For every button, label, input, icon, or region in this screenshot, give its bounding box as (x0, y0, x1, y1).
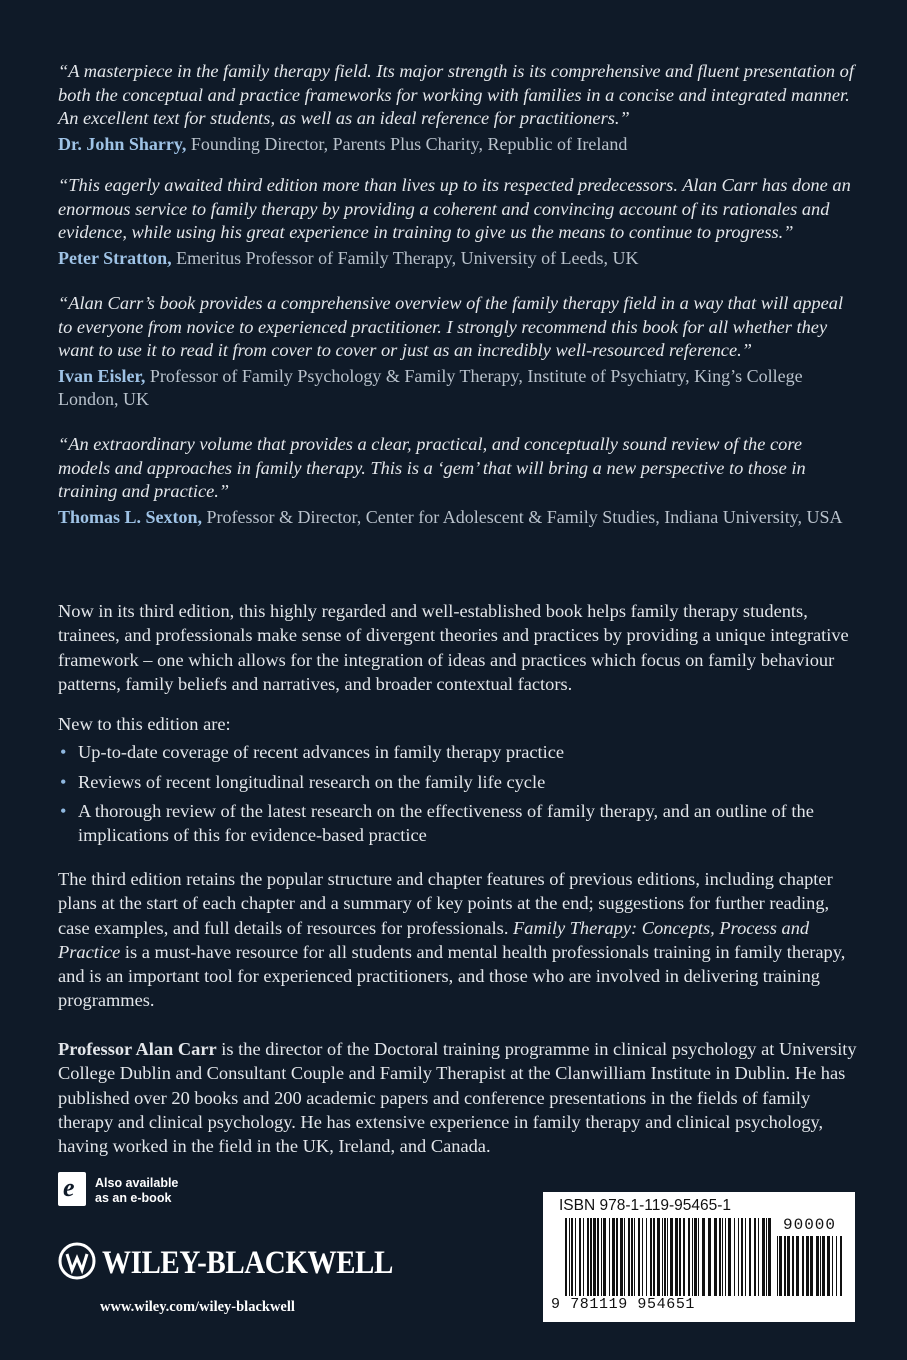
ebook-icon: e (58, 1172, 86, 1206)
barcode-bar (734, 1218, 735, 1296)
barcode-bar (796, 1236, 799, 1296)
reviewer-name: Ivan Eisler, (58, 365, 146, 386)
barcode-bar (583, 1218, 584, 1296)
barcode-bar (784, 1236, 786, 1296)
new-features-list (58, 741, 848, 853)
barcode-bar (631, 1218, 633, 1296)
wiley-emblem-icon (58, 1241, 96, 1281)
list-item-text: Reviews of recent longitudinal research on the family life cycle (78, 771, 546, 792)
bullet-icon: • (60, 742, 67, 762)
reviewer-name: Dr. John Sharry, (58, 133, 187, 154)
quote-text: “An extraordinary volume that provides a clear, practical, and conceptually sound review of the core models and approaches in family therapy. This is a ‘gem’ that will bring a new perspective to those in training and practice.” (58, 434, 806, 501)
ebook-notice (58, 1172, 213, 1212)
review-quote-2 (58, 174, 858, 270)
reviewer-name: Thomas L. Sexton, (58, 506, 203, 527)
reviewer-affiliation: Professor of Family Psychology & Family Therapy, Institute of Psychiatry, King’s College London, UK (58, 365, 803, 409)
barcode-bar (692, 1218, 693, 1296)
barcode-bar (653, 1218, 655, 1296)
isbn-barcode (543, 1192, 855, 1322)
list-item (58, 800, 848, 847)
barcode-bar (565, 1218, 567, 1296)
ebook-line-1: Also available (95, 1176, 179, 1190)
book-title: Family Therapy: Concepts, Process and Practice (58, 917, 810, 962)
barcode-bar (806, 1236, 809, 1296)
barcode-bar (768, 1218, 771, 1296)
ebook-line-2: as an e-book (95, 1191, 172, 1205)
barcode-bar (603, 1218, 606, 1296)
barcode-bar (698, 1218, 699, 1296)
barcode-bar (650, 1218, 652, 1296)
barcode-bar (728, 1218, 731, 1296)
barcode-bar (708, 1218, 711, 1296)
review-quote-4 (58, 433, 858, 529)
barcode-bar (758, 1218, 759, 1296)
barcode-bar (575, 1218, 576, 1296)
barcode-bar (792, 1236, 794, 1296)
barcode-bar (725, 1218, 726, 1296)
quote-attribution (58, 133, 858, 156)
barcode-bar (657, 1218, 660, 1296)
list-item-text: A thorough review of the latest research on the effectiveness of family therapy, and an outline of the implications of this for evidence-based practice (78, 801, 814, 845)
new-edition-heading: New to this edition are: (58, 714, 231, 734)
ebook-text (95, 1176, 178, 1206)
list-item-text: Up-to-date coverage of recent advances in family therapy practice (78, 742, 565, 762)
barcode-bar (802, 1236, 804, 1296)
barcode-bar (840, 1236, 842, 1296)
barcode-bar (612, 1218, 615, 1296)
quote-attribution (58, 506, 858, 529)
list-item (58, 771, 848, 795)
barcode-bar (702, 1218, 705, 1296)
paragraph-text: is a must-have resource for all students and mental health professionals training in family therapy, and is an important tool for experienced practitioners, and those who are involved in delivering training programmes. (58, 941, 846, 1011)
barcode-bar (722, 1218, 723, 1296)
barcode-bar (762, 1218, 765, 1296)
barcode-bar (662, 1218, 663, 1296)
barcode-bar (642, 1218, 643, 1296)
barcode-bar (816, 1236, 819, 1296)
barcode-bar (593, 1218, 596, 1296)
barcode-digits: 9 781119 954651 (551, 1296, 696, 1313)
barcode-bar (832, 1236, 833, 1296)
price-code: 90000 (783, 1216, 837, 1234)
list-item (58, 741, 848, 765)
barcode-bar (679, 1218, 681, 1296)
barcode-bar (738, 1218, 739, 1296)
barcode-bar (827, 1236, 830, 1296)
reviewer-name: Peter Stratton, (58, 247, 172, 268)
reviewer-affiliation: Founding Director, Parents Plus Charity, Republic of Ireland (190, 133, 628, 154)
barcode-bar (638, 1218, 640, 1296)
barcode-bar (745, 1218, 746, 1296)
barcode-bar (597, 1218, 599, 1296)
barcode-bar (820, 1236, 821, 1296)
isbn-number: ISBN 978-1-119-95465-1 (559, 1197, 732, 1214)
barcode-bar (836, 1236, 837, 1296)
intro-paragraph: Now in its third edition, this highly regarded and well-established book helps family therapy students, trainees, and professionals make sense of divergent theories and practices by providing a unique integrative framework – one which allows for the integration of ideas and practices which focus on family behaviour patterns, family beliefs and narratives, and broader contextual factors. (58, 601, 849, 694)
bullet-icon: • (60, 801, 67, 821)
edition-features-paragraph (58, 867, 858, 1013)
quote-text: “This eagerly awaited third edition more than lives up to its respected predecessors. Alan Carr has done an enormous service to family therapy by providing a coherent and convincing account of its rationales and evidence, while using his great experience in training to give us the means to continue to progress.” (58, 175, 851, 242)
barcode-bar (616, 1218, 618, 1296)
barcode-bar (587, 1218, 589, 1296)
barcode-bar (646, 1218, 647, 1296)
barcode-bar (628, 1218, 630, 1296)
quote-text: “A masterpiece in the family therapy field. Its major strength is its comprehensive and fluent presentation of both the conceptual and practice frameworks for working with families in a concise and integrated manner. An excellent text for students, as well as an ideal reference for practitioners.” (58, 61, 854, 128)
barcode-bar (675, 1218, 678, 1296)
barcode-bar (766, 1218, 767, 1296)
barcode-bar (571, 1218, 573, 1296)
publisher-url[interactable]: www.wiley.com/wiley-blackwell (100, 1299, 295, 1315)
author-bio (58, 1037, 858, 1158)
barcode-bar (670, 1218, 673, 1296)
barcode-bar (620, 1218, 623, 1296)
barcode-bar (787, 1236, 790, 1296)
barcode-bar (688, 1218, 690, 1296)
barcode-bar (590, 1218, 592, 1296)
barcode-bar (754, 1218, 756, 1296)
bullet-icon: • (60, 771, 67, 792)
publisher-logo (58, 1241, 418, 1291)
barcode-bar (664, 1218, 666, 1296)
quote-text: “Alan Carr’s book provides a comprehensive overview of the family therapy field in a way that will appeal to everyone from novice to experienced practitioner. I strongly recommend this book for all whether they want to use it to read it from cover to cover or just as an incredibly well-resourced reference.” (58, 293, 844, 360)
publisher-wordmark: WILEY-BLACKWELL (102, 1245, 393, 1281)
author-bio-text: is the director of the Doctoral training programme in clinical psychology at University College Dublin and Consultant Couple and Family Therapist at the Clanwilliam Institute in Dublin. He has published over 20 books and 200 academic papers and conference presentations in the fields of family therapy and clinical psychology. He has extensive experience in family therapy and clinical psychology, having worked in the field in the UK, Ireland, and Canada. (58, 1039, 857, 1157)
quote-attribution (58, 247, 858, 270)
barcode-bar (579, 1218, 581, 1296)
barcode-bar (714, 1218, 717, 1296)
barcode-bar (683, 1218, 685, 1296)
review-quote-1 (58, 60, 858, 156)
quote-attribution (58, 365, 858, 411)
barcode-bar (810, 1236, 813, 1296)
reviewer-affiliation: Professor & Director, Center for Adolescent & Family Studies, Indiana University, USA (206, 506, 843, 527)
barcode-bar (609, 1218, 610, 1296)
paragraph-text: The third edition retains the popular structure and chapter features of previous editions, including chapter plans at the start of each chapter and a summary of key points at the end; suggestions for further reading, case examples, and full details of resources for professionals. (58, 869, 833, 938)
barcode-bar (694, 1218, 697, 1296)
barcode-bar (741, 1218, 743, 1296)
author-name: Professor Alan Carr (58, 1039, 217, 1059)
barcode-bar (749, 1218, 751, 1296)
barcode-bar (569, 1218, 570, 1296)
review-quote-3 (58, 292, 858, 411)
reviewer-affiliation: Emeritus Professor of Family Therapy, University of Leeds, UK (176, 247, 639, 268)
barcode-bar (624, 1218, 625, 1296)
barcode-bar (667, 1218, 668, 1296)
barcode-bar (719, 1218, 721, 1296)
barcode-bar (779, 1236, 782, 1296)
barcode-bar (634, 1218, 635, 1296)
barcode-bar (822, 1236, 825, 1296)
barcode-bar (777, 1236, 778, 1296)
barcode-bar (601, 1218, 602, 1296)
